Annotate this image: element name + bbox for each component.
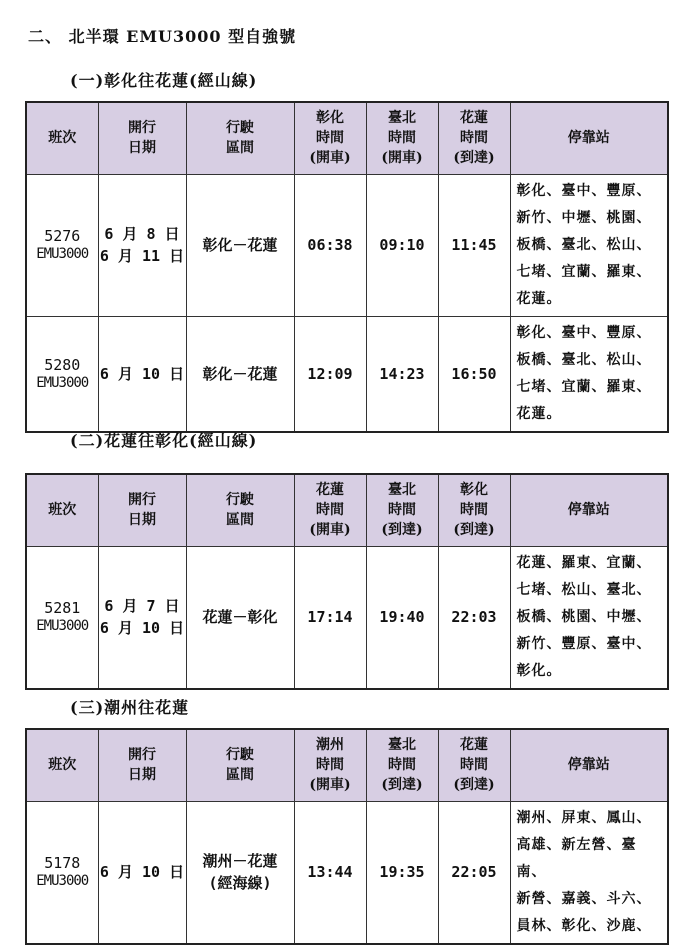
header-line: 日期 — [128, 512, 156, 529]
header-row — [26, 474, 668, 546]
stops-line: 彰化。 — [516, 662, 562, 679]
header-stops: 停靠站 — [510, 102, 668, 174]
train-cell — [26, 546, 98, 689]
time-cell-1: 13:44 — [294, 801, 366, 944]
stops-line: 花蓮、羅東、宜蘭、 — [516, 554, 652, 571]
header-stops: 停靠站 — [510, 474, 668, 546]
header-line: (到達) — [381, 522, 423, 539]
header-line: 花蓮 — [460, 737, 488, 754]
header-date — [98, 474, 186, 546]
header-line: (開車) — [309, 522, 351, 539]
header-time-2 — [366, 102, 438, 174]
time-cell-3: 11:45 — [438, 174, 510, 316]
header-line: 區間 — [226, 140, 254, 157]
stops-line: 彰化、臺中、豐原、 — [516, 182, 652, 199]
header-stops: 停靠站 — [510, 729, 668, 801]
header-time-2 — [366, 729, 438, 801]
train-number: 5281 — [44, 599, 81, 617]
train-type: EMU3000 — [36, 246, 89, 262]
header-line: 開行 — [128, 492, 156, 509]
header-line: 時間 — [316, 502, 344, 519]
route-cell — [186, 316, 294, 432]
train-cell — [26, 174, 98, 316]
route-cell — [186, 801, 294, 944]
stops-line: 板橋、臺北、松山、 — [516, 236, 652, 253]
schedule-table — [25, 473, 669, 690]
run-date: 6 月 10 日 — [99, 619, 185, 637]
header-line: 日期 — [128, 767, 156, 784]
time-cell-2: 14:23 — [366, 316, 438, 432]
date-cell — [98, 546, 186, 689]
header-time-1 — [294, 102, 366, 174]
header-line: 彰化 — [316, 110, 344, 127]
time-cell-1: 12:09 — [294, 316, 366, 432]
run-date: 6 月 8 日 — [104, 225, 180, 243]
header-time-3 — [438, 729, 510, 801]
header-line: 花蓮 — [460, 110, 488, 127]
route-line: 花蓮－彰化 — [202, 608, 278, 626]
page-heading: 二、 北半環 EMU3000 型自強號 — [28, 27, 297, 46]
header-line: 日期 — [128, 140, 156, 157]
stops-cell — [510, 546, 668, 689]
stops-line: 高雄、新左營、臺南、 — [516, 836, 637, 880]
header-section — [186, 102, 294, 174]
stops-line: 七堵、松山、臺北、 — [516, 581, 652, 598]
stops-line: 板橋、臺北、松山、 — [516, 351, 652, 368]
header-line: 開行 — [128, 120, 156, 137]
train-type: EMU3000 — [36, 374, 89, 391]
header-line: 臺北 — [388, 482, 416, 499]
schedule-table — [25, 728, 669, 945]
stops-line: 七堵、宜蘭、羅東、 — [516, 263, 652, 280]
header-line: (到達) — [381, 777, 423, 794]
header-date — [98, 729, 186, 801]
header-train: 班次 — [26, 729, 98, 801]
section-subtitle: (一)彰化往花蓮(經山線) — [70, 71, 258, 90]
stops-line: 新竹、豐原、臺中、 — [516, 635, 652, 652]
header-train: 班次 — [26, 102, 98, 174]
header-line: (開車) — [381, 150, 423, 167]
route-line: 潮州－花蓮 — [202, 852, 278, 870]
header-line: 時間 — [388, 502, 416, 519]
stops-line: 彰化、臺中、豐原、 — [516, 324, 652, 341]
stops-cell — [510, 316, 668, 432]
table-row — [26, 174, 668, 316]
date-cell — [98, 801, 186, 944]
header-line: 彰化 — [460, 482, 488, 499]
train-number: 5280 — [44, 355, 81, 374]
header-line: 臺北 — [388, 737, 416, 754]
header-line: 開行 — [128, 747, 156, 764]
date-cell — [98, 316, 186, 432]
stops-line: 潮州、屏東、鳳山、 — [516, 809, 652, 826]
header-row — [26, 102, 668, 174]
header-line: 時間 — [460, 502, 488, 519]
header-section — [186, 474, 294, 546]
train-cell — [26, 801, 98, 944]
time-cell-1: 17:14 — [294, 546, 366, 689]
stops-line: 新竹、中壢、桃園、 — [516, 209, 652, 226]
route-line: 彰化－花蓮 — [202, 364, 278, 383]
run-date: 6 月 10 日 — [99, 364, 185, 383]
train-cell — [26, 316, 98, 432]
header-line: (到達) — [453, 522, 495, 539]
stops-cell — [510, 174, 668, 316]
header-line: 時間 — [460, 130, 488, 147]
section-subtitle: (三)潮州往花蓮 — [70, 698, 190, 717]
header-line: (到達) — [453, 150, 495, 167]
time-cell-2: 19:35 — [366, 801, 438, 944]
header-time-3 — [438, 474, 510, 546]
header-line: (開車) — [309, 777, 351, 794]
time-cell-3: 22:05 — [438, 801, 510, 944]
table-row — [26, 546, 668, 689]
train-type: EMU3000 — [36, 873, 89, 889]
header-section — [186, 729, 294, 801]
route-cell — [186, 546, 294, 689]
route-line: (經海線) — [208, 874, 272, 892]
train-type: EMU3000 — [36, 618, 89, 634]
table-row — [26, 316, 668, 432]
stops-line: 花蓮。 — [516, 405, 562, 422]
time-cell-1: 06:38 — [294, 174, 366, 316]
header-line: 行駛 — [226, 747, 254, 764]
table-row — [26, 801, 668, 944]
header-line: 時間 — [316, 757, 344, 774]
date-cell — [98, 174, 186, 316]
header-line: 花蓮 — [316, 482, 344, 499]
train-number: 5178 — [44, 854, 81, 872]
header-line: (到達) — [453, 777, 495, 794]
header-train: 班次 — [26, 474, 98, 546]
run-date: 6 月 11 日 — [99, 247, 185, 265]
stops-cell — [510, 801, 668, 944]
stops-line: 員林、彰化、沙鹿、 — [516, 917, 652, 934]
time-cell-3: 16:50 — [438, 316, 510, 432]
header-time-2 — [366, 474, 438, 546]
header-line: 區間 — [226, 512, 254, 529]
stops-line: 新營、嘉義、斗六、 — [516, 890, 652, 907]
section-subtitle: (二)花蓮往彰化(經山線) — [70, 431, 258, 450]
run-date: 6 月 7 日 — [104, 597, 180, 615]
schedule-table — [25, 101, 669, 433]
header-line: 時間 — [316, 130, 344, 147]
time-cell-2: 19:40 — [366, 546, 438, 689]
header-line: 時間 — [388, 757, 416, 774]
header-line: 時間 — [460, 757, 488, 774]
time-cell-2: 09:10 — [366, 174, 438, 316]
stops-line: 七堵、宜蘭、羅東、 — [516, 378, 652, 395]
header-row — [26, 729, 668, 801]
header-line: 行駛 — [226, 120, 254, 137]
header-time-1 — [294, 474, 366, 546]
header-line: (開車) — [309, 150, 351, 167]
header-line: 行駛 — [226, 492, 254, 509]
header-time-1 — [294, 729, 366, 801]
route-cell — [186, 174, 294, 316]
stops-line: 花蓮。 — [516, 290, 562, 307]
run-date: 6 月 10 日 — [99, 863, 185, 881]
header-line: 潮州 — [316, 737, 344, 754]
stops-line: 板橋、桃園、中壢、 — [516, 608, 652, 625]
time-cell-3: 22:03 — [438, 546, 510, 689]
header-line: 區間 — [226, 767, 254, 784]
header-time-3 — [438, 102, 510, 174]
header-line: 臺北 — [388, 110, 416, 127]
train-number: 5276 — [44, 227, 81, 245]
header-line: 時間 — [388, 130, 416, 147]
header-date — [98, 102, 186, 174]
route-line: 彰化－花蓮 — [202, 236, 278, 254]
